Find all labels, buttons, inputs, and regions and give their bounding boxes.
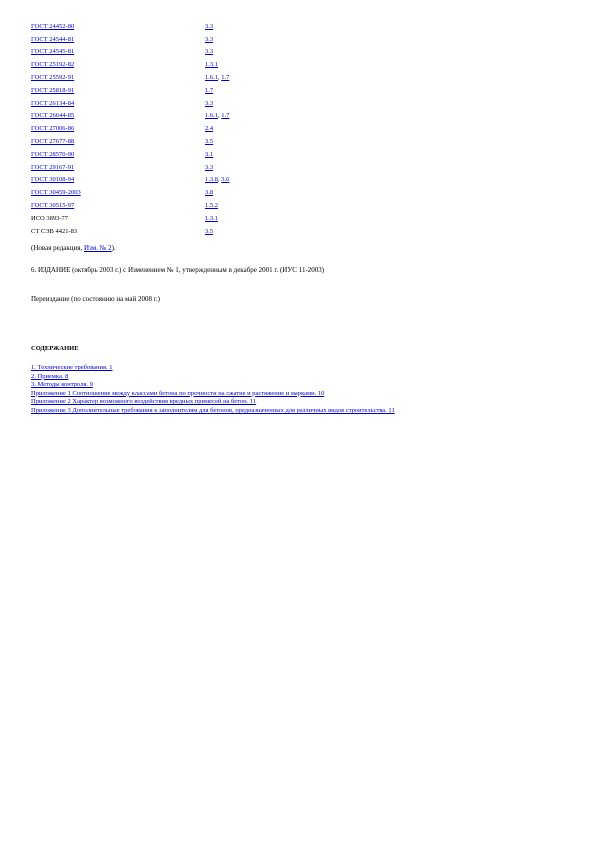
paragraph-link[interactable]: 3.5 (205, 138, 214, 146)
reference-table (29, 20, 325, 238)
toc-item[interactable]: 3. Методы контроля. 9 (31, 381, 93, 389)
reference-table-body (29, 20, 325, 238)
toc-item[interactable]: 2. Приемка. 8 (31, 372, 69, 380)
reference-row (29, 20, 325, 33)
document-link[interactable]: ГОСТ 27677-88 (31, 138, 75, 146)
revision-note-prefix: (Новая редакция, (31, 244, 84, 252)
toc-item[interactable]: 1. Технические требования. 1 (31, 364, 113, 371)
paragraph-link[interactable]: 3.3 (205, 35, 214, 43)
toc-item[interactable]: Приложение 3 Дополнительные требования к заполнителям для бетонов, предназначенных для различных видов строительства. 11 (31, 406, 395, 414)
revision-note-suffix: ). (111, 244, 116, 252)
reference-row (29, 212, 325, 225)
document-link[interactable]: ГОСТ 30515-97 (31, 202, 75, 210)
paragraph-link[interactable]: 1.6.1 (205, 112, 218, 120)
paragraph-link[interactable]: 3.3 (205, 99, 214, 107)
reference-row (29, 225, 325, 238)
reference-row (29, 135, 325, 148)
paragraph-link[interactable]: 2.4 (205, 125, 214, 133)
reference-row: ГОСТ 26644-85 1.6.1, 1.7 (31, 112, 230, 120)
paragraph-link[interactable]: 1.6.1 (205, 74, 218, 82)
paragraph-link[interactable]: 1.7 (221, 74, 230, 82)
document-link[interactable]: ГОСТ 26644-85 (31, 112, 75, 120)
paragraph-link[interactable]: 1.3.8 (205, 176, 218, 184)
reference-row (29, 161, 325, 174)
document-link[interactable]: ГОСТ 24452-80 (31, 22, 75, 30)
reference-row: ГОСТ 30108-94 1.3.8, 3.6 (31, 176, 230, 184)
paragraph-link[interactable]: 1.3.1 (205, 61, 218, 69)
paragraph-link[interactable]: 1.7 (205, 86, 214, 94)
toc-item[interactable]: Приложение 2 Характер возможного воздействия вредных примесей на бетон. 11 (31, 398, 257, 406)
toc-title: СОДЕРЖАНИЕ (31, 345, 79, 352)
document-link[interactable]: ГОСТ 24545-81 (31, 48, 75, 56)
reference-row (29, 58, 325, 71)
paragraph-link[interactable]: 3.3 (205, 163, 214, 171)
document-link[interactable]: ГОСТ 24544-81 (31, 35, 75, 43)
reference-row (29, 84, 325, 97)
document-link[interactable]: ГОСТ 25592-91 (31, 74, 75, 82)
paragraph-link[interactable]: 3.8 (205, 189, 214, 197)
document-name: ИСО 3893-77 (31, 214, 69, 222)
document-link[interactable]: ГОСТ 28570-90 (31, 150, 75, 158)
toc-item[interactable]: Приложение 1 Соотношение между классами бетона по прочности на сжатие и растяжение и марками. 10 (31, 389, 325, 397)
amendment-link[interactable]: Изм. № 2 (83, 244, 112, 252)
paragraph-link[interactable]: 3.5 (205, 227, 214, 235)
reference-row (29, 186, 325, 199)
document-link[interactable]: ГОСТ 29167-91 (31, 163, 75, 171)
reference-row (29, 97, 325, 110)
reissue-note: Переиздание (по состоянию на май 2008 г.) (31, 295, 160, 303)
document-name: СТ СЭВ 4421-83 (31, 227, 78, 235)
paragraph-link[interactable]: 1.7 (221, 112, 230, 120)
reference-row (29, 122, 325, 135)
reference-row (29, 46, 325, 59)
document-link[interactable]: ГОСТ 27006-86 (31, 125, 75, 133)
paragraph-link[interactable]: 1.5.2 (205, 202, 218, 210)
toc-list (31, 364, 481, 416)
edition-note: 6. ИЗДАНИЕ (октябрь 2003 г.) с Изменением № 1, утвержденным в декабре 2001 г. (ИУС 11-2003) (31, 266, 325, 274)
paragraph-link[interactable]: 3.6 (221, 176, 230, 184)
paragraph-link[interactable]: 3.1 (205, 150, 214, 158)
reference-row: ГОСТ 25592-91 1.6.1, 1.7 (31, 74, 230, 82)
document-link[interactable]: ГОСТ 30108-94 (31, 176, 75, 184)
document-link[interactable]: ГОСТ 25818-91 (31, 86, 75, 94)
document-link[interactable]: ГОСТ 30459-2003 (31, 189, 81, 197)
paragraph-link[interactable]: 3.3 (205, 22, 214, 30)
document-link[interactable]: ГОСТ 26134-84 (31, 99, 75, 107)
document-link[interactable]: ГОСТ 25192-82 (31, 61, 75, 69)
reference-row (29, 199, 325, 212)
paragraph-link[interactable]: 1.3.1 (205, 214, 218, 222)
reference-row (29, 33, 325, 46)
revision-note (31, 244, 116, 252)
paragraph-link[interactable]: 3.3 (205, 48, 214, 56)
reference-row (29, 148, 325, 161)
